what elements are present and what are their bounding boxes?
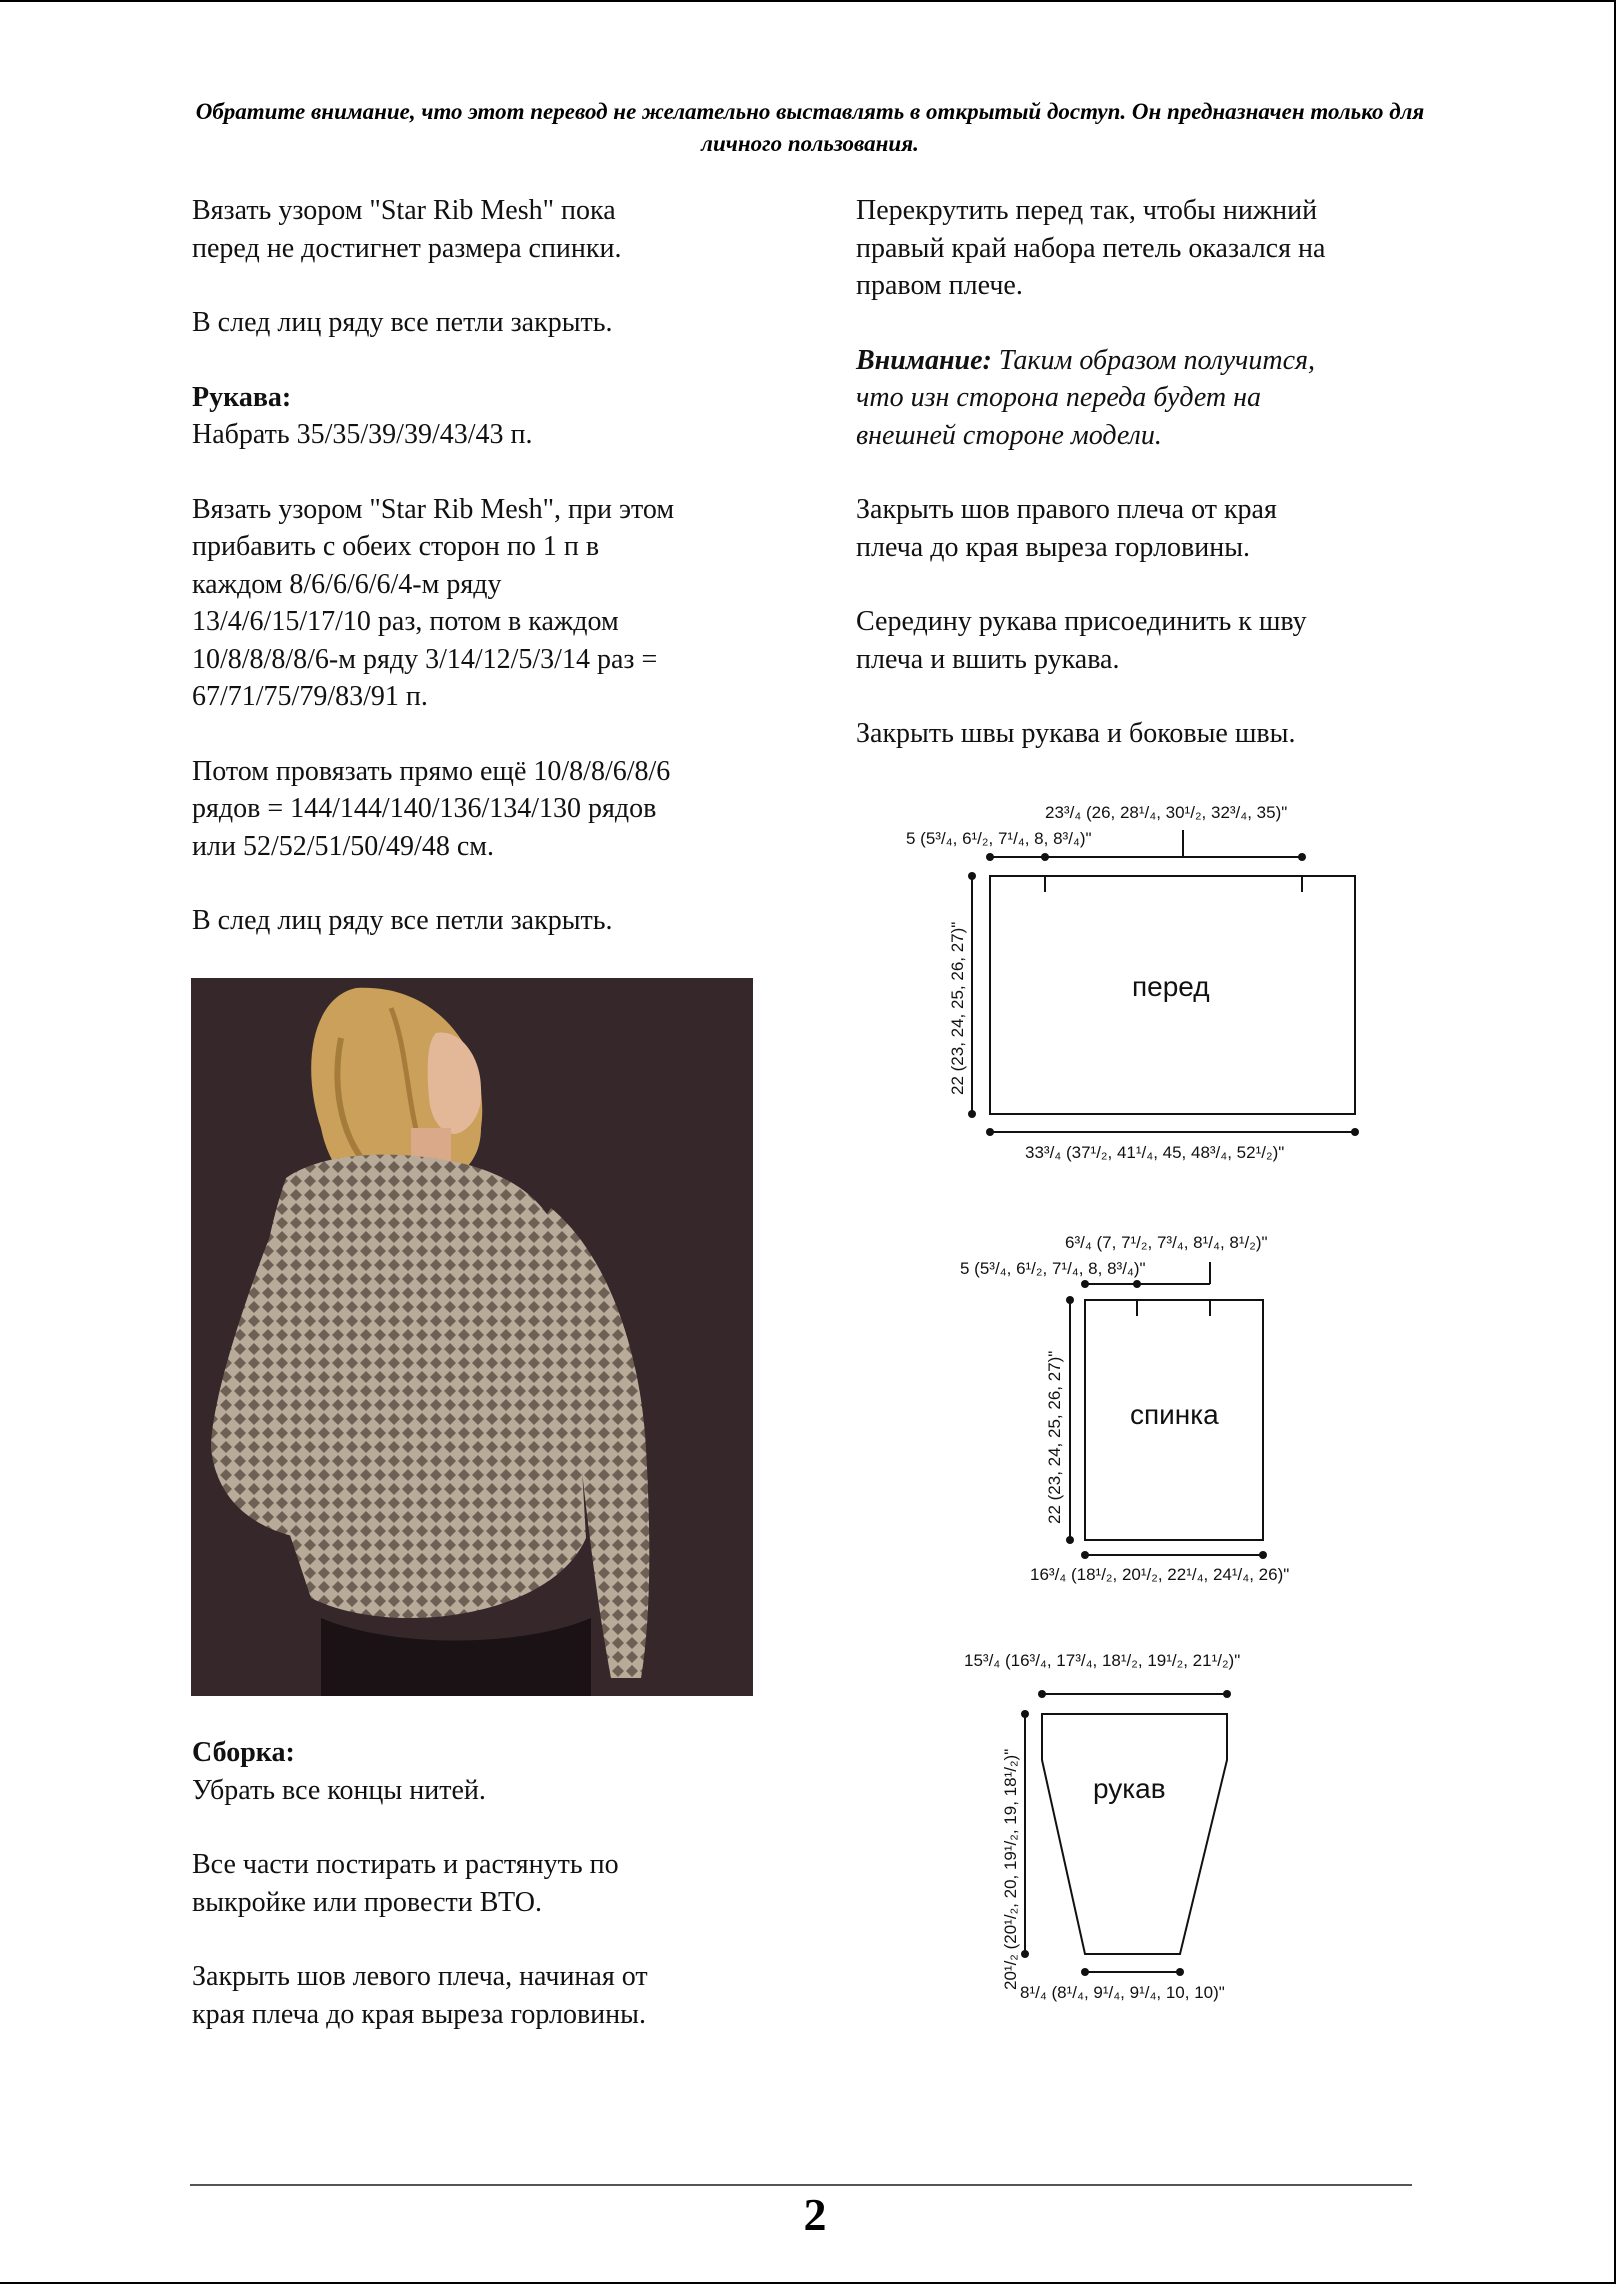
back-dim-dot bbox=[1133, 1280, 1141, 1288]
footer-divider bbox=[190, 2184, 1412, 2186]
paragraph-sleeve-bind-off: В след лиц ряду все петли закрыть. bbox=[192, 905, 613, 936]
front-height-label: 22 (23, 24, 25, 26, 27)" bbox=[948, 921, 967, 1095]
back-shoulder-label: 5 (5³/₄, 6¹/₂, 7¹/₄, 8, 8³/₄)" bbox=[960, 1259, 1146, 1278]
assembly-section bbox=[192, 1734, 792, 2033]
assembly-heading: Сборка: bbox=[192, 1737, 295, 1768]
sleeve-bottom-width-label: 8¹/₄ (8¹/₄, 9¹/₄, 9¹/₄, 10, 10)" bbox=[1020, 1983, 1225, 2002]
sleeve-piece-outline bbox=[1042, 1714, 1227, 1954]
back-dim-dot bbox=[1066, 1296, 1074, 1304]
sleeve-dim-dot bbox=[1081, 1968, 1089, 1976]
paragraph-close-seams: Закрыть швы рукава и боковые швы. bbox=[856, 718, 1296, 749]
model-photo bbox=[191, 978, 753, 1696]
right-column bbox=[856, 192, 1476, 753]
paragraph-weave-ends: Убрать все концы нитей. bbox=[192, 1774, 486, 1806]
paragraph-twist-front: Перекрутить перед так, чтобы нижний правый край набора петель оказался на правом плече. bbox=[856, 195, 1326, 301]
paragraph-sleeve-length: Потом провязать прямо ещё 10/8/8/6/8/6 рядов = 144/144/140/136/134/130 рядов или 52/52/51/50/49/48 см. bbox=[192, 755, 671, 862]
left-column bbox=[192, 192, 792, 940]
front-dim-dot bbox=[968, 872, 976, 880]
back-schematic bbox=[940, 1222, 1340, 1592]
back-dim-dot bbox=[1066, 1536, 1074, 1544]
front-schematic bbox=[880, 790, 1400, 1180]
sleeve-piece-label: рукав bbox=[1093, 1773, 1166, 1804]
paragraph-attach-sleeve: Середину рукава присоединить к шву плеча и вшить рукава. bbox=[856, 606, 1307, 675]
paragraph-bind-off: В след лиц ряду все петли закрыть. bbox=[192, 307, 613, 338]
sleeve-top-width-label: 15³/₄ (16³/₄, 17³/₄, 18¹/₂, 19¹/₂, 21¹/₂)" bbox=[964, 1651, 1241, 1670]
sleeve-dim-dot bbox=[1038, 1690, 1046, 1698]
paragraph-front-knitting: Вязать узором "Star Rib Mesh" пока перед не достигнет размера спинки. bbox=[192, 195, 622, 264]
sleeve-dim-dot bbox=[1021, 1710, 1029, 1718]
front-bottom-width-label: 33³/₄ (37¹/₂, 41¹/₄, 45, 48³/₄, 52¹/₂)" bbox=[1025, 1143, 1285, 1162]
back-height-label: 22 (23, 24, 25, 26, 27)" bbox=[1045, 1350, 1064, 1524]
back-dim-dot bbox=[1259, 1551, 1267, 1559]
back-bottom-width-label: 16³/₄ (18¹/₂, 20¹/₂, 22¹/₄, 24¹/₄, 26)" bbox=[1030, 1565, 1290, 1584]
front-shoulder-label: 5 (5³/₄, 6¹/₂, 7¹/₄, 8, 8³/₄)" bbox=[906, 829, 1092, 848]
paragraph-right-shoulder-seam: Закрыть шов правого плеча от края плеча до края выреза горловины. bbox=[856, 494, 1277, 563]
paragraph-attention bbox=[856, 342, 1476, 455]
back-neck-label: 6³/₄ (7, 7¹/₂, 7³/₄, 8¹/₄, 8¹/₂)" bbox=[1065, 1233, 1268, 1252]
front-dim-dot bbox=[968, 1110, 976, 1118]
paragraph-cast-on: Набрать 35/35/39/39/43/43 п. bbox=[192, 419, 533, 450]
sleeves-heading: Рукава: bbox=[192, 381, 292, 413]
back-dim-dot bbox=[1081, 1551, 1089, 1559]
front-dim-dot bbox=[1351, 1128, 1359, 1136]
sleeve-schematic bbox=[950, 1640, 1350, 2020]
page-number: 2 bbox=[803, 2189, 827, 2240]
paragraph-left-shoulder-seam: Закрыть шов левого плеча, начиная от края плеча до края выреза горловины. bbox=[192, 1961, 648, 2030]
sleeve-dim-dot bbox=[1223, 1690, 1231, 1698]
paragraph-sleeve-increases: Вязать узором "Star Rib Mesh", при этом прибавить с обеих сторон по 1 п в каждом 8/6/6/6/6/4-м ряду 13/4/6/15/17/10 раз, потом в каждом 10/8/8/8/8/6-м ряду 3/14/12/5/3/14 раз = 67/71/75/79/83/91 п. bbox=[192, 493, 675, 712]
front-piece-label: перед bbox=[1132, 971, 1210, 1002]
front-top-width-label: 23³/₄ (26, 28¹/₄, 30¹/₂, 32³/₄, 35)" bbox=[1045, 803, 1288, 822]
sleeve-height-label: 20¹/₂ (20¹/₂, 20, 19¹/₂, 19, 18¹/₂)" bbox=[1001, 1748, 1020, 1990]
attention-text-first: Таким образом получится, bbox=[991, 344, 1316, 376]
attention-text-rest: что изн сторона переда будет на внешней стороне модели. bbox=[856, 382, 1261, 451]
sleeve-dim-dot bbox=[1176, 1968, 1184, 1976]
front-dim-dot bbox=[1298, 853, 1306, 861]
front-dim-dot bbox=[986, 853, 994, 861]
back-dim-dot bbox=[1081, 1280, 1089, 1288]
copyright-notice: Обратите внимание, что этот перевод не желательно выставлять в открытый доступ. Он предназначен только для личного пользования. bbox=[195, 99, 1425, 156]
paragraph-blocking: Все части постирать и растянуть по выкройке или провести ВТО. bbox=[192, 1849, 619, 1918]
sleeve-dim-dot bbox=[1021, 1950, 1029, 1958]
front-dim-dot bbox=[1041, 853, 1049, 861]
attention-label: Внимание: bbox=[856, 344, 992, 376]
model-photo-illustration bbox=[191, 978, 753, 1696]
back-piece-label: спинка bbox=[1130, 1399, 1219, 1430]
front-dim-dot bbox=[986, 1128, 994, 1136]
